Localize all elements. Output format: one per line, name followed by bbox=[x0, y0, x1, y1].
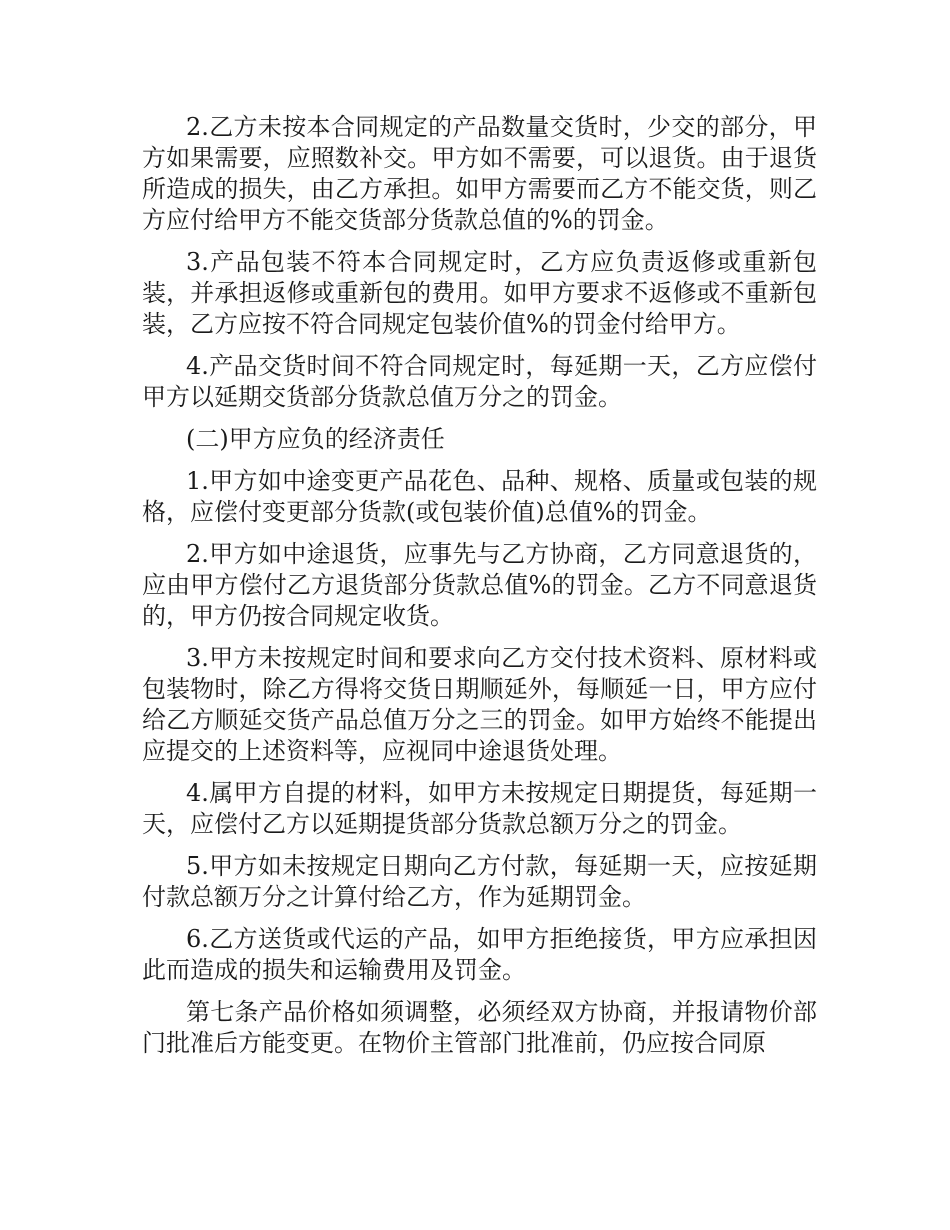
document-body bbox=[142, 112, 817, 1070]
paragraph-clause-2-quantity: 2.乙方未按本合同规定的产品数量交货时，少交的部分，甲方如果需要，应照数补交。甲方如不需要，可以退货。由于退货所造成的损失，由乙方承担。如甲方需要而乙方不能交货，则乙方应付给甲方不能交货部分货款总值的%的罚金。 bbox=[142, 113, 817, 234]
paragraph-a-2-return: 2.甲方如中途退货，应事先与乙方协商，乙方同意退货的，应由甲方偿付乙方退货部分货款总值%的罚金。乙方不同意退货的，甲方仍按合同规定收货。 bbox=[142, 540, 817, 630]
paragraph-a-6-refuse-delivery: 6.乙方送货或代运的产品，如甲方拒绝接货，甲方应承担因此而造成的损失和运输费用及罚金。 bbox=[142, 925, 817, 984]
paragraph-article-7-price: 第七条产品价格如须调整，必须经双方协商，并报请物价部门批准后方能变更。在物价主管部门批准前，仍应按合同原 bbox=[142, 998, 817, 1057]
paragraph-clause-3-packaging: 3.产品包装不符本合同规定时，乙方应负责返修或重新包装，并承担返修或重新包的费用。如甲方要求不返修或不重新包装，乙方应按不符合同规定包装价值%的罚金付给甲方。 bbox=[142, 248, 817, 338]
section-heading-party-a-liability: (二)甲方应负的经济责任 bbox=[186, 425, 445, 453]
paragraph-clause-4-delivery-time: 4.产品交货时间不符合同规定时，每延期一天，乙方应偿付甲方以延期交货部分货款总值万分之的罚金。 bbox=[142, 352, 817, 411]
paragraph-a-5-late-payment: 5.甲方如未按规定日期向乙方付款，每延期一天，应按延期付款总额万分之计算付给乙方，作为延期罚金。 bbox=[142, 852, 817, 911]
paragraph-a-4-self-pickup: 4.属甲方自提的材料，如甲方未按规定日期提货，每延期一天，应偿付乙方以延期提货部分货款总额万分之的罚金。 bbox=[142, 779, 817, 838]
paragraph-a-1-change-spec: 1.甲方如中途变更产品花色、品种、规格、质量或包装的规格，应偿付变更部分货款(或包装价值)总值%的罚金。 bbox=[142, 467, 817, 526]
paragraph-a-3-materials: 3.甲方未按规定时间和要求向乙方交付技术资料、原材料或包装物时，除乙方得将交货日期顺延外，每顺延一日，甲方应付给乙方顺延交货产品总值万分之三的罚金。如甲方始终不能提出应提交的上述资料等，应视同中途退货处理。 bbox=[142, 644, 817, 765]
